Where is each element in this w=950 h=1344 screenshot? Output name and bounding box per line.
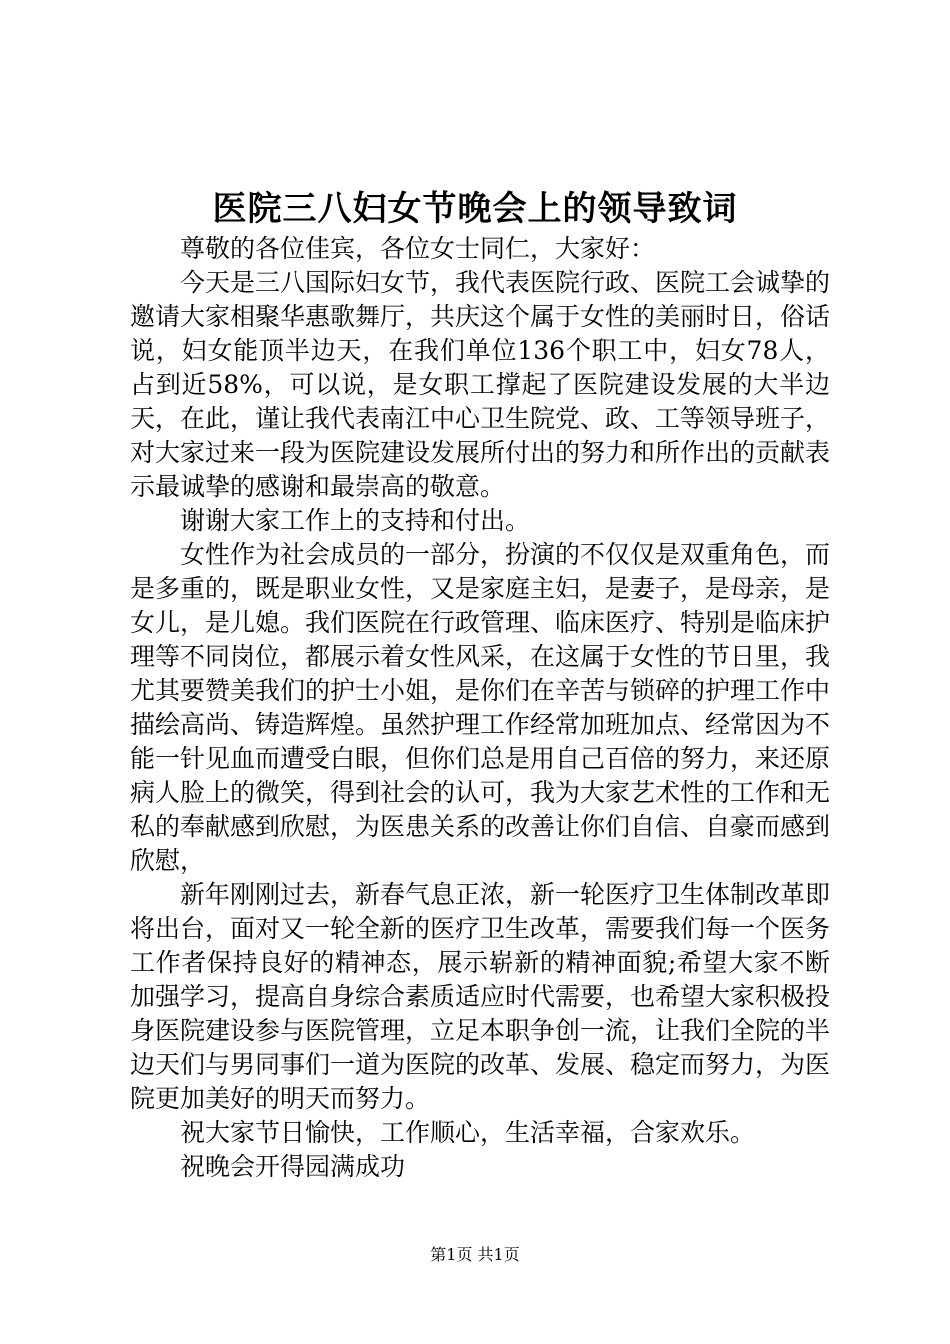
document-body xyxy=(130,232,830,1184)
thanks-paragraph: 谢谢大家工作上的支持和付出。 xyxy=(180,506,531,535)
new-year-paragraph: 新年刚刚过去，新春气息正浓，新一轮医疗卫生体制改革即将出台，面对又一轮全新的医疗卫生改革，需要我们每一个医务工作者保持良好的精神态，展示崭新的精神面貌;希望大家不断加强学习，提高自身综合素质适应时代需要，也希望大家积极投身医院建设参与医院管理，立足本职争创一流，让我们全院的半边天们与男同事们一道为医院的改革、发展、稳定而努力，为医院更加美好的明天而努力。 xyxy=(130,880,831,1113)
opening-paragraph: 今天是三八国际妇女节，我代表医院行政、医院工会诚挚的邀请大家相聚华惠歌舞厅，共庆这个属于女性的美丽时日，俗话说，妇女能顶半边天，在我们单位136个职工中，妇女78人，占到近58%，可以说，是女职工撑起了医院建设发展的大半边天，在此，谨让我代表南江中心卫生院党、政、工等领导班子，对大家过来一段为医院建设发展所付出的努力和所作出的贡献表示最诚挚的感谢和最崇高的敬意。 xyxy=(130,268,831,501)
wishes-paragraph: 祝大家节日愉快，工作顺心，生活幸福，合家欢乐。 xyxy=(180,1118,756,1147)
closing-paragraph: 祝晚会开得园满成功 xyxy=(180,1152,406,1181)
women-role-paragraph: 女性作为社会成员的一部分，扮演的不仅仅是双重角色，而是多重的，既是职业女性，又是家庭主妇，是妻子，是母亲，是女儿，是儿媳。我们医院在行政管理、临床医疗、特别是临床护理等不同岗位，都展示着女性风采，在这属于女性的节日里，我尤其要赞美我们的护士小姐，是你们在辛苦与锁碎的护理工作中描绘高尚、铸造辉煌。虽然护理工作经常加班加点、经常因为不能一针见血而遭受白眼，但你们总是用自己百倍的努力，来还原病人脸上的微笑，得到社会的认可，我为大家艺术性的工作和无私的奉献感到欣慰，为医患关系的改善让你们自信、自豪而感到欣慰， xyxy=(130,540,831,875)
document-title: 医院三八妇女节晚会上的领导致词 xyxy=(212,189,738,229)
greeting-paragraph: 尊敬的各位佳宾，各位女士同仁，大家好： xyxy=(180,234,656,263)
page-number-footer: 第1页 共1页 xyxy=(430,1245,520,1264)
